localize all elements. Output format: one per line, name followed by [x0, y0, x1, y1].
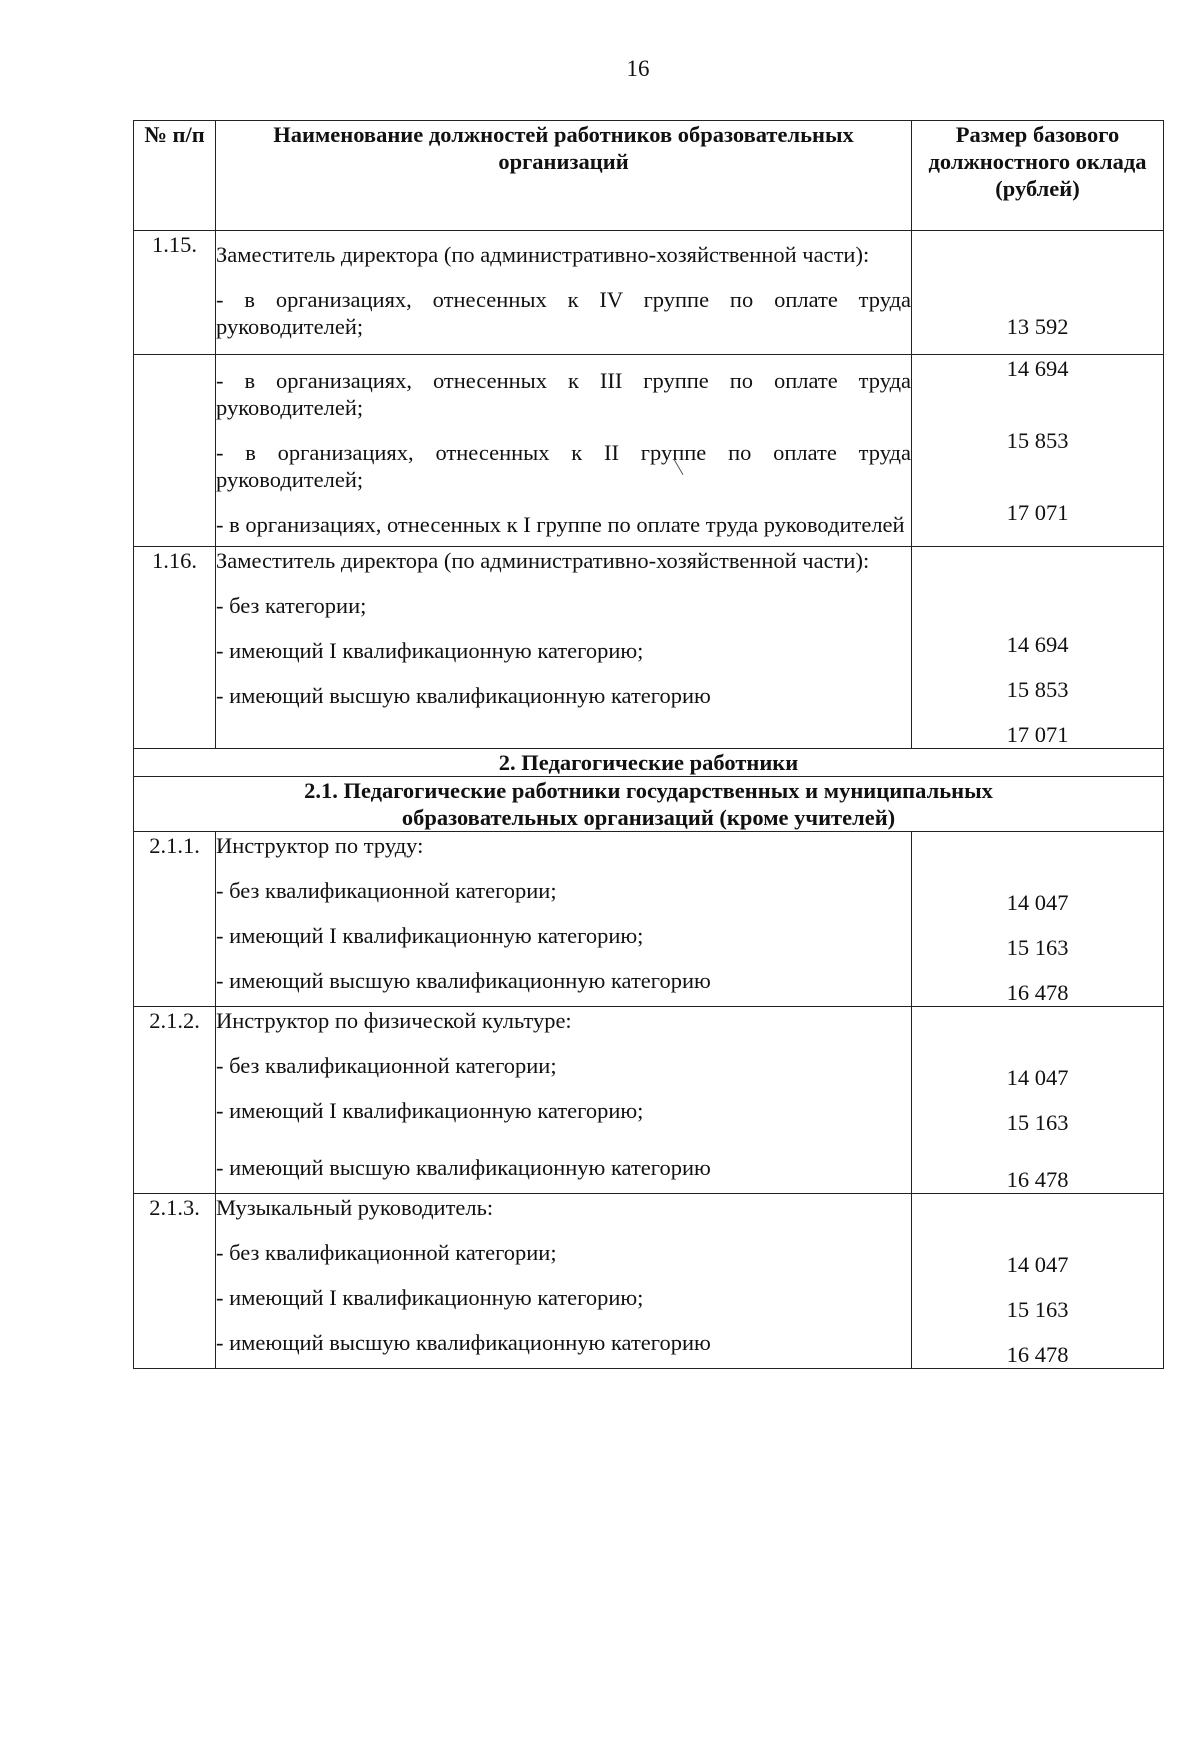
salary-value: 16 478: [1006, 1342, 1069, 1367]
table-row: [134, 1007, 1164, 1194]
table-header-row: [134, 121, 1164, 231]
salary-value: 15 163: [1006, 1110, 1069, 1135]
position-item: - в организациях, отнесенных к III группе по оплате труда руководителей;: [216, 368, 911, 420]
salary-value: 15 163: [1006, 935, 1069, 960]
position-item: - имеющий I квалификационную категорию;: [216, 1285, 644, 1310]
salary-value: 14 047: [1006, 1065, 1069, 1090]
salary-table: [133, 120, 1164, 1369]
header-name: Наименование должностей работников образовательных организаций: [216, 121, 912, 231]
table-row: [134, 231, 1164, 355]
position-title: Инструктор по физической культуре:: [216, 1008, 572, 1033]
salary-value: 17 071: [1006, 500, 1069, 525]
page-number: 16: [626, 56, 650, 81]
salary-value: 14 047: [1006, 1252, 1069, 1277]
position-title: Инструктор по труду:: [216, 833, 424, 858]
position-item: - без квалификационной категории;: [216, 1053, 557, 1078]
position-item: - в организациях, отнесенных к IV группе по оплате труда руководителей;: [216, 287, 911, 339]
position-item: - без категории;: [216, 593, 367, 618]
position-item: - имеющий высшую квалификационную категорию: [216, 683, 711, 708]
row-number: 2.1.3.: [134, 1194, 216, 1369]
position-title: Музыкальный руководитель:: [216, 1195, 494, 1220]
subsection-heading: 2.1. Педагогические работники государственных и муниципальных образовательных организаций (кроме учителей): [134, 777, 1164, 832]
table-row: [134, 547, 1164, 749]
salary-value: 17 071: [1006, 722, 1069, 747]
table-row: [134, 1194, 1164, 1369]
header-value: Размер базового должностного оклада (рублей): [912, 121, 1164, 231]
row-number: 1.16.: [134, 547, 216, 749]
salary-value: 13 592: [1006, 314, 1069, 339]
position-item: - имеющий I квалификационную категорию;: [216, 923, 644, 948]
section-row: [134, 777, 1164, 832]
position-item: - в организациях, отнесенных к I группе по оплате труда руководителей: [216, 512, 905, 537]
position-item: - имеющий высшую квалификационную категорию: [216, 1330, 711, 1355]
header-num: № п/п: [134, 121, 216, 231]
row-number: [134, 355, 216, 547]
section-heading: 2. Педагогические работники: [134, 749, 1164, 777]
row-number: 1.15.: [134, 231, 216, 355]
table-row: [134, 832, 1164, 1007]
salary-value: 16 478: [1006, 980, 1069, 1005]
position-item: - в организациях, отнесенных к II группе по оплате труда руководителей;: [216, 440, 911, 492]
position-item: - имеющий I квалификационную категорию;: [216, 1098, 644, 1123]
salary-value: 15 163: [1006, 1297, 1069, 1322]
row-number: 2.1.1.: [134, 832, 216, 1007]
salary-value: 16 478: [1006, 1167, 1069, 1192]
position-item: - без квалификационной категории;: [216, 878, 557, 903]
position-item: - имеющий высшую квалификационную категорию: [216, 1155, 711, 1180]
position-item: - имеющий высшую квалификационную категорию: [216, 968, 711, 993]
position-title: Заместитель директора (по административно-хозяйственной части):: [216, 548, 870, 573]
salary-value: 14 047: [1006, 890, 1069, 915]
salary-value: 15 853: [1006, 677, 1069, 702]
position-item: - имеющий I квалификационную категорию;: [216, 638, 644, 663]
section-row: [134, 749, 1164, 777]
salary-value: 15 853: [1006, 428, 1069, 453]
position-title: Заместитель директора (по административно-хозяйственной части):: [216, 242, 870, 267]
table-row: [134, 355, 1164, 547]
position-item: - без квалификационной категории;: [216, 1240, 557, 1265]
salary-value: 14 694: [1006, 356, 1069, 381]
salary-value: 14 694: [1006, 632, 1069, 657]
row-number: 2.1.2.: [134, 1007, 216, 1194]
